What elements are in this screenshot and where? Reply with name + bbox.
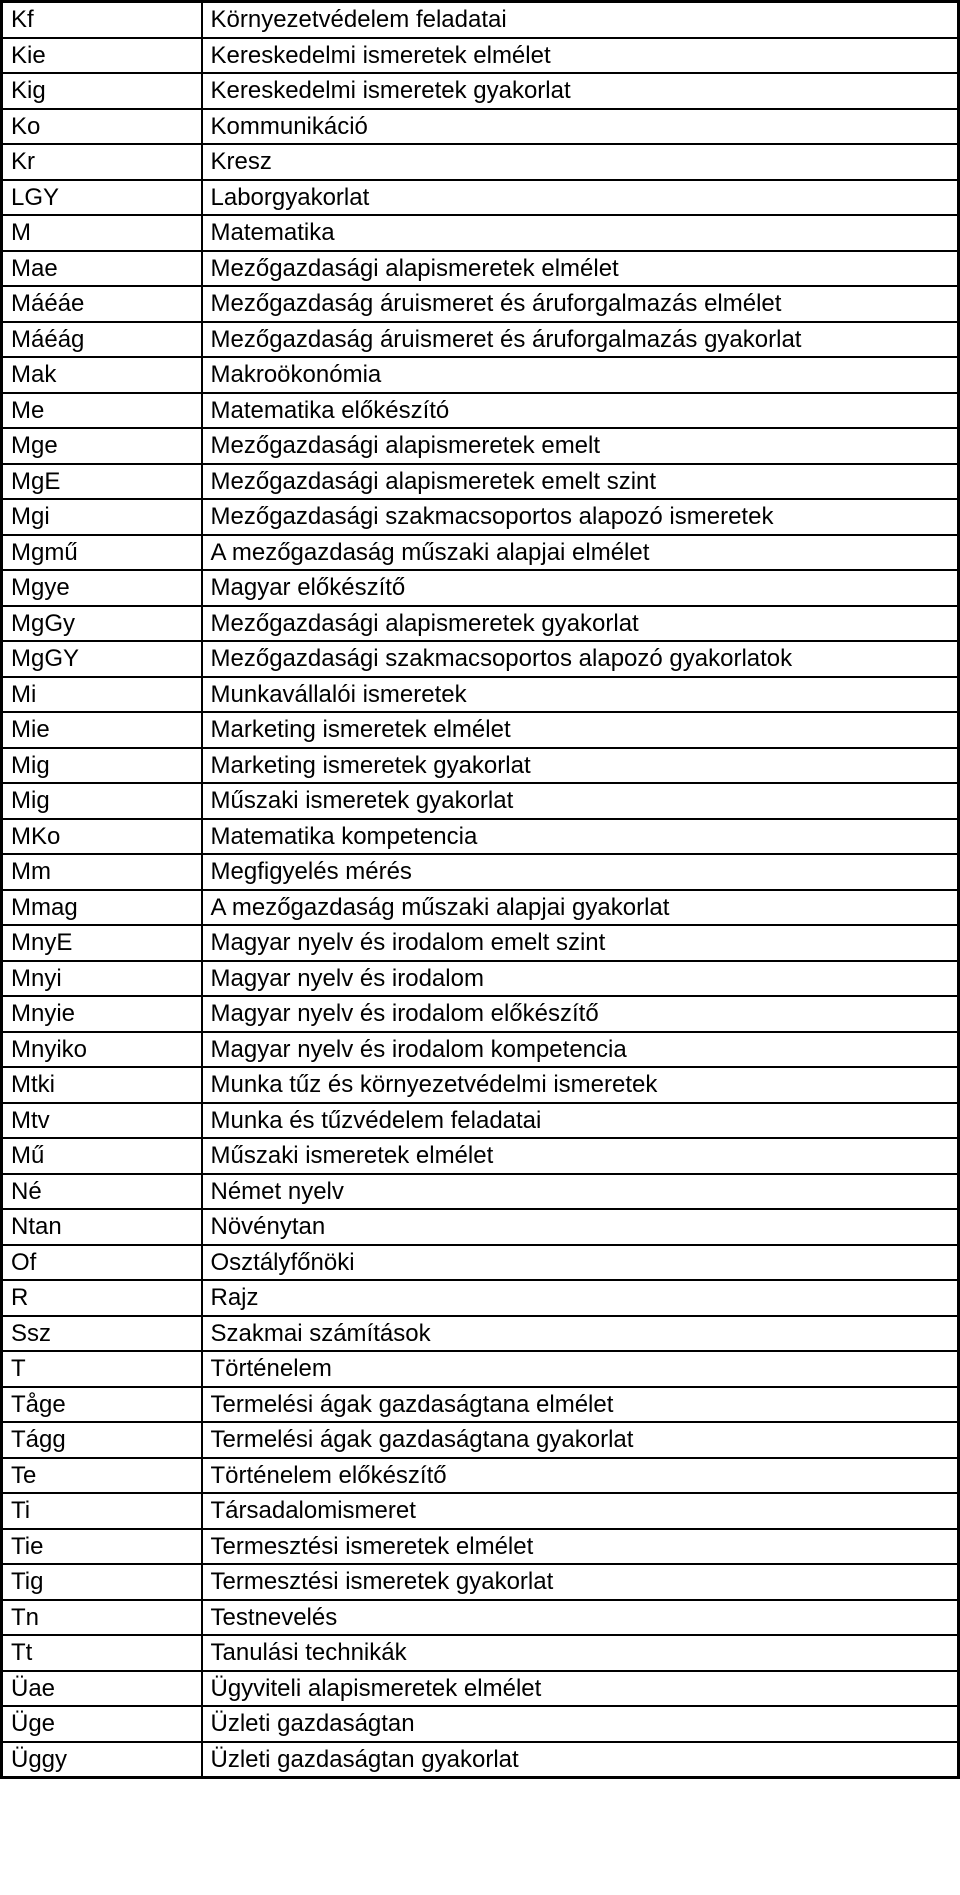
table-row — [2, 1635, 959, 1671]
subject-name-cell: A mezőgazdaság műszaki alapjai gyakorlat — [202, 890, 959, 926]
subject-code-cell: MgGY — [2, 641, 202, 677]
subject-code-cell: Üggy — [2, 1742, 202, 1778]
subject-code-cell: Mtv — [2, 1103, 202, 1139]
subject-code-cell: Tágg — [2, 1422, 202, 1458]
table-row — [2, 996, 959, 1032]
table-row — [2, 322, 959, 358]
table-row — [2, 144, 959, 180]
subject-name-cell: Műszaki ismeretek gyakorlat — [202, 783, 959, 819]
subject-name-cell: Rajz — [202, 1280, 959, 1316]
subject-code-cell: MgGy — [2, 606, 202, 642]
subject-name-cell: Munka tűz és környezetvédelmi ismeretek — [202, 1067, 959, 1103]
table-row — [2, 783, 959, 819]
subject-name-cell: Matematika előkészító — [202, 393, 959, 429]
table-row — [2, 606, 959, 642]
table-row — [2, 712, 959, 748]
subject-name-cell: Magyar nyelv és irodalom emelt szint — [202, 925, 959, 961]
table-row — [2, 1387, 959, 1423]
subject-code-cell: Mű — [2, 1138, 202, 1174]
table-row — [2, 1067, 959, 1103]
subject-code-cell: MKo — [2, 819, 202, 855]
table-row — [2, 499, 959, 535]
subject-code-cell: Máéáe — [2, 286, 202, 322]
subject-name-cell: Magyar nyelv és irodalom kompetencia — [202, 1032, 959, 1068]
table-row — [2, 641, 959, 677]
subject-code-cell: Mtki — [2, 1067, 202, 1103]
subject-name-cell: Megfigyelés mérés — [202, 854, 959, 890]
subject-name-cell: Munkavállalói ismeretek — [202, 677, 959, 713]
subject-code-cell: Mnyiko — [2, 1032, 202, 1068]
subject-code-cell: Mgmű — [2, 535, 202, 571]
subject-code-cell: Tåge — [2, 1387, 202, 1423]
table-row — [2, 1174, 959, 1210]
subject-name-cell: Marketing ismeretek gyakorlat — [202, 748, 959, 784]
table-row — [2, 251, 959, 287]
table-row — [2, 1138, 959, 1174]
subject-code-cell: Mgye — [2, 570, 202, 606]
table-row — [2, 1351, 959, 1387]
subject-name-cell: Munka és tűzvédelem feladatai — [202, 1103, 959, 1139]
table-row — [2, 1103, 959, 1139]
subject-name-cell: Magyar előkészítő — [202, 570, 959, 606]
subject-code-cell: LGY — [2, 180, 202, 216]
subject-name-cell: Üzleti gazdaságtan — [202, 1706, 959, 1742]
subject-code-cell: Mak — [2, 357, 202, 393]
subject-code-cell: M — [2, 215, 202, 251]
subject-name-cell: Tanulási technikák — [202, 1635, 959, 1671]
table-row — [2, 677, 959, 713]
table-row — [2, 535, 959, 571]
table-row — [2, 819, 959, 855]
subject-code-cell: Kie — [2, 38, 202, 74]
table-row — [2, 1316, 959, 1352]
subject-name-cell: Termesztési ismeretek elmélet — [202, 1529, 959, 1565]
subject-code-cell: Tn — [2, 1600, 202, 1636]
subject-name-cell: Kommunikáció — [202, 109, 959, 145]
subject-code-cell: Máéág — [2, 322, 202, 358]
table-row — [2, 1706, 959, 1742]
subject-name-cell: Növénytan — [202, 1209, 959, 1245]
subject-name-cell: Környezetvédelem feladatai — [202, 2, 959, 38]
table-row — [2, 1458, 959, 1494]
table-row — [2, 1600, 959, 1636]
subject-name-cell: Mezőgazdaság áruismeret és áruforgalmazás gyakorlat — [202, 322, 959, 358]
subject-name-cell: Történelem előkészítő — [202, 1458, 959, 1494]
subject-code-cell: Tie — [2, 1529, 202, 1565]
subject-code-cell: Mnyi — [2, 961, 202, 997]
subject-name-cell: Mezőgazdasági alapismeretek emelt — [202, 428, 959, 464]
subject-name-cell: Német nyelv — [202, 1174, 959, 1210]
subject-name-cell: Osztályfőnöki — [202, 1245, 959, 1281]
subject-code-cell: Kf — [2, 2, 202, 38]
subject-name-cell: Mezőgazdasági alapismeretek gyakorlat — [202, 606, 959, 642]
table-row — [2, 215, 959, 251]
table-row — [2, 748, 959, 784]
subject-name-cell: Ügyviteli alapismeretek elmélet — [202, 1671, 959, 1707]
subject-code-cell: Tig — [2, 1564, 202, 1600]
subject-code-cell: Of — [2, 1245, 202, 1281]
subject-name-cell: A mezőgazdaság műszaki alapjai elmélet — [202, 535, 959, 571]
subject-name-cell: Társadalomismeret — [202, 1493, 959, 1529]
table-row — [2, 393, 959, 429]
subject-code-cell: Üge — [2, 1706, 202, 1742]
subject-name-cell: Műszaki ismeretek elmélet — [202, 1138, 959, 1174]
subject-name-cell: Magyar nyelv és irodalom előkészítő — [202, 996, 959, 1032]
subject-code-cell: Mm — [2, 854, 202, 890]
subject-name-cell: Kereskedelmi ismeretek elmélet — [202, 38, 959, 74]
subject-name-cell: Makroökonómia — [202, 357, 959, 393]
subject-name-cell: Mezőgazdasági alapismeretek elmélet — [202, 251, 959, 287]
table-row — [2, 2, 959, 38]
table-row — [2, 1245, 959, 1281]
subject-code-cell: Mge — [2, 428, 202, 464]
subject-name-cell: Kresz — [202, 144, 959, 180]
subject-code-cell: Mmag — [2, 890, 202, 926]
subject-name-cell: Termesztési ismeretek gyakorlat — [202, 1564, 959, 1600]
table-row — [2, 38, 959, 74]
table-row — [2, 1671, 959, 1707]
subject-code-cell: Mi — [2, 677, 202, 713]
subject-code-cell: Né — [2, 1174, 202, 1210]
subject-name-cell: Szakmai számítások — [202, 1316, 959, 1352]
subject-code-cell: Mnyie — [2, 996, 202, 1032]
table-row — [2, 1493, 959, 1529]
subject-code-cell: Tt — [2, 1635, 202, 1671]
subject-code-cell: Kig — [2, 73, 202, 109]
table-row — [2, 854, 959, 890]
subject-name-cell: Mezőgazdasági alapismeretek emelt szint — [202, 464, 959, 500]
table-row — [2, 961, 959, 997]
table-row — [2, 73, 959, 109]
subject-code-cell: Kr — [2, 144, 202, 180]
subject-name-cell: Magyar nyelv és irodalom — [202, 961, 959, 997]
table-row — [2, 286, 959, 322]
table-row — [2, 180, 959, 216]
table-row — [2, 1032, 959, 1068]
table-row — [2, 428, 959, 464]
subject-code-cell: Ssz — [2, 1316, 202, 1352]
subject-name-cell: Termelési ágak gazdaságtana gyakorlat — [202, 1422, 959, 1458]
table-row — [2, 1280, 959, 1316]
subject-name-cell: Testnevelés — [202, 1600, 959, 1636]
table-row — [2, 1529, 959, 1565]
subject-name-cell: Matematika — [202, 215, 959, 251]
subject-name-cell: Üzleti gazdaságtan gyakorlat — [202, 1742, 959, 1778]
table-row — [2, 1209, 959, 1245]
subject-name-cell: Termelési ágak gazdaságtana elmélet — [202, 1387, 959, 1423]
subject-code-cell: Mie — [2, 712, 202, 748]
subject-code-cell: Mig — [2, 783, 202, 819]
table-row — [2, 1422, 959, 1458]
table-row — [2, 357, 959, 393]
subject-code-cell: Üae — [2, 1671, 202, 1707]
table-row — [2, 570, 959, 606]
subject-name-cell: Marketing ismeretek elmélet — [202, 712, 959, 748]
table-row — [2, 925, 959, 961]
table-row — [2, 1564, 959, 1600]
table-row — [2, 890, 959, 926]
subject-code-cell: R — [2, 1280, 202, 1316]
subject-name-cell: Mezőgazdaság áruismeret és áruforgalmazás elmélet — [202, 286, 959, 322]
subject-code-cell: MgE — [2, 464, 202, 500]
subject-name-cell: Matematika kompetencia — [202, 819, 959, 855]
subject-name-cell: Kereskedelmi ismeretek gyakorlat — [202, 73, 959, 109]
table-row — [2, 109, 959, 145]
table-body — [2, 2, 959, 1778]
subject-code-cell: MnyE — [2, 925, 202, 961]
subject-name-cell: Történelem — [202, 1351, 959, 1387]
table-row — [2, 464, 959, 500]
subject-code-cell: Te — [2, 1458, 202, 1494]
table-row — [2, 1742, 959, 1778]
subject-code-cell: T — [2, 1351, 202, 1387]
subject-code-cell: Ntan — [2, 1209, 202, 1245]
subject-name-cell: Mezőgazdasági szakmacsoportos alapozó ismeretek — [202, 499, 959, 535]
subject-code-cell: Me — [2, 393, 202, 429]
subject-code-cell: Ti — [2, 1493, 202, 1529]
subject-code-cell: Ko — [2, 109, 202, 145]
subject-name-cell: Mezőgazdasági szakmacsoportos alapozó gyakorlatok — [202, 641, 959, 677]
subject-code-cell: Mgi — [2, 499, 202, 535]
subject-name-cell: Laborgyakorlat — [202, 180, 959, 216]
subject-code-cell: Mae — [2, 251, 202, 287]
subject-code-cell: Mig — [2, 748, 202, 784]
